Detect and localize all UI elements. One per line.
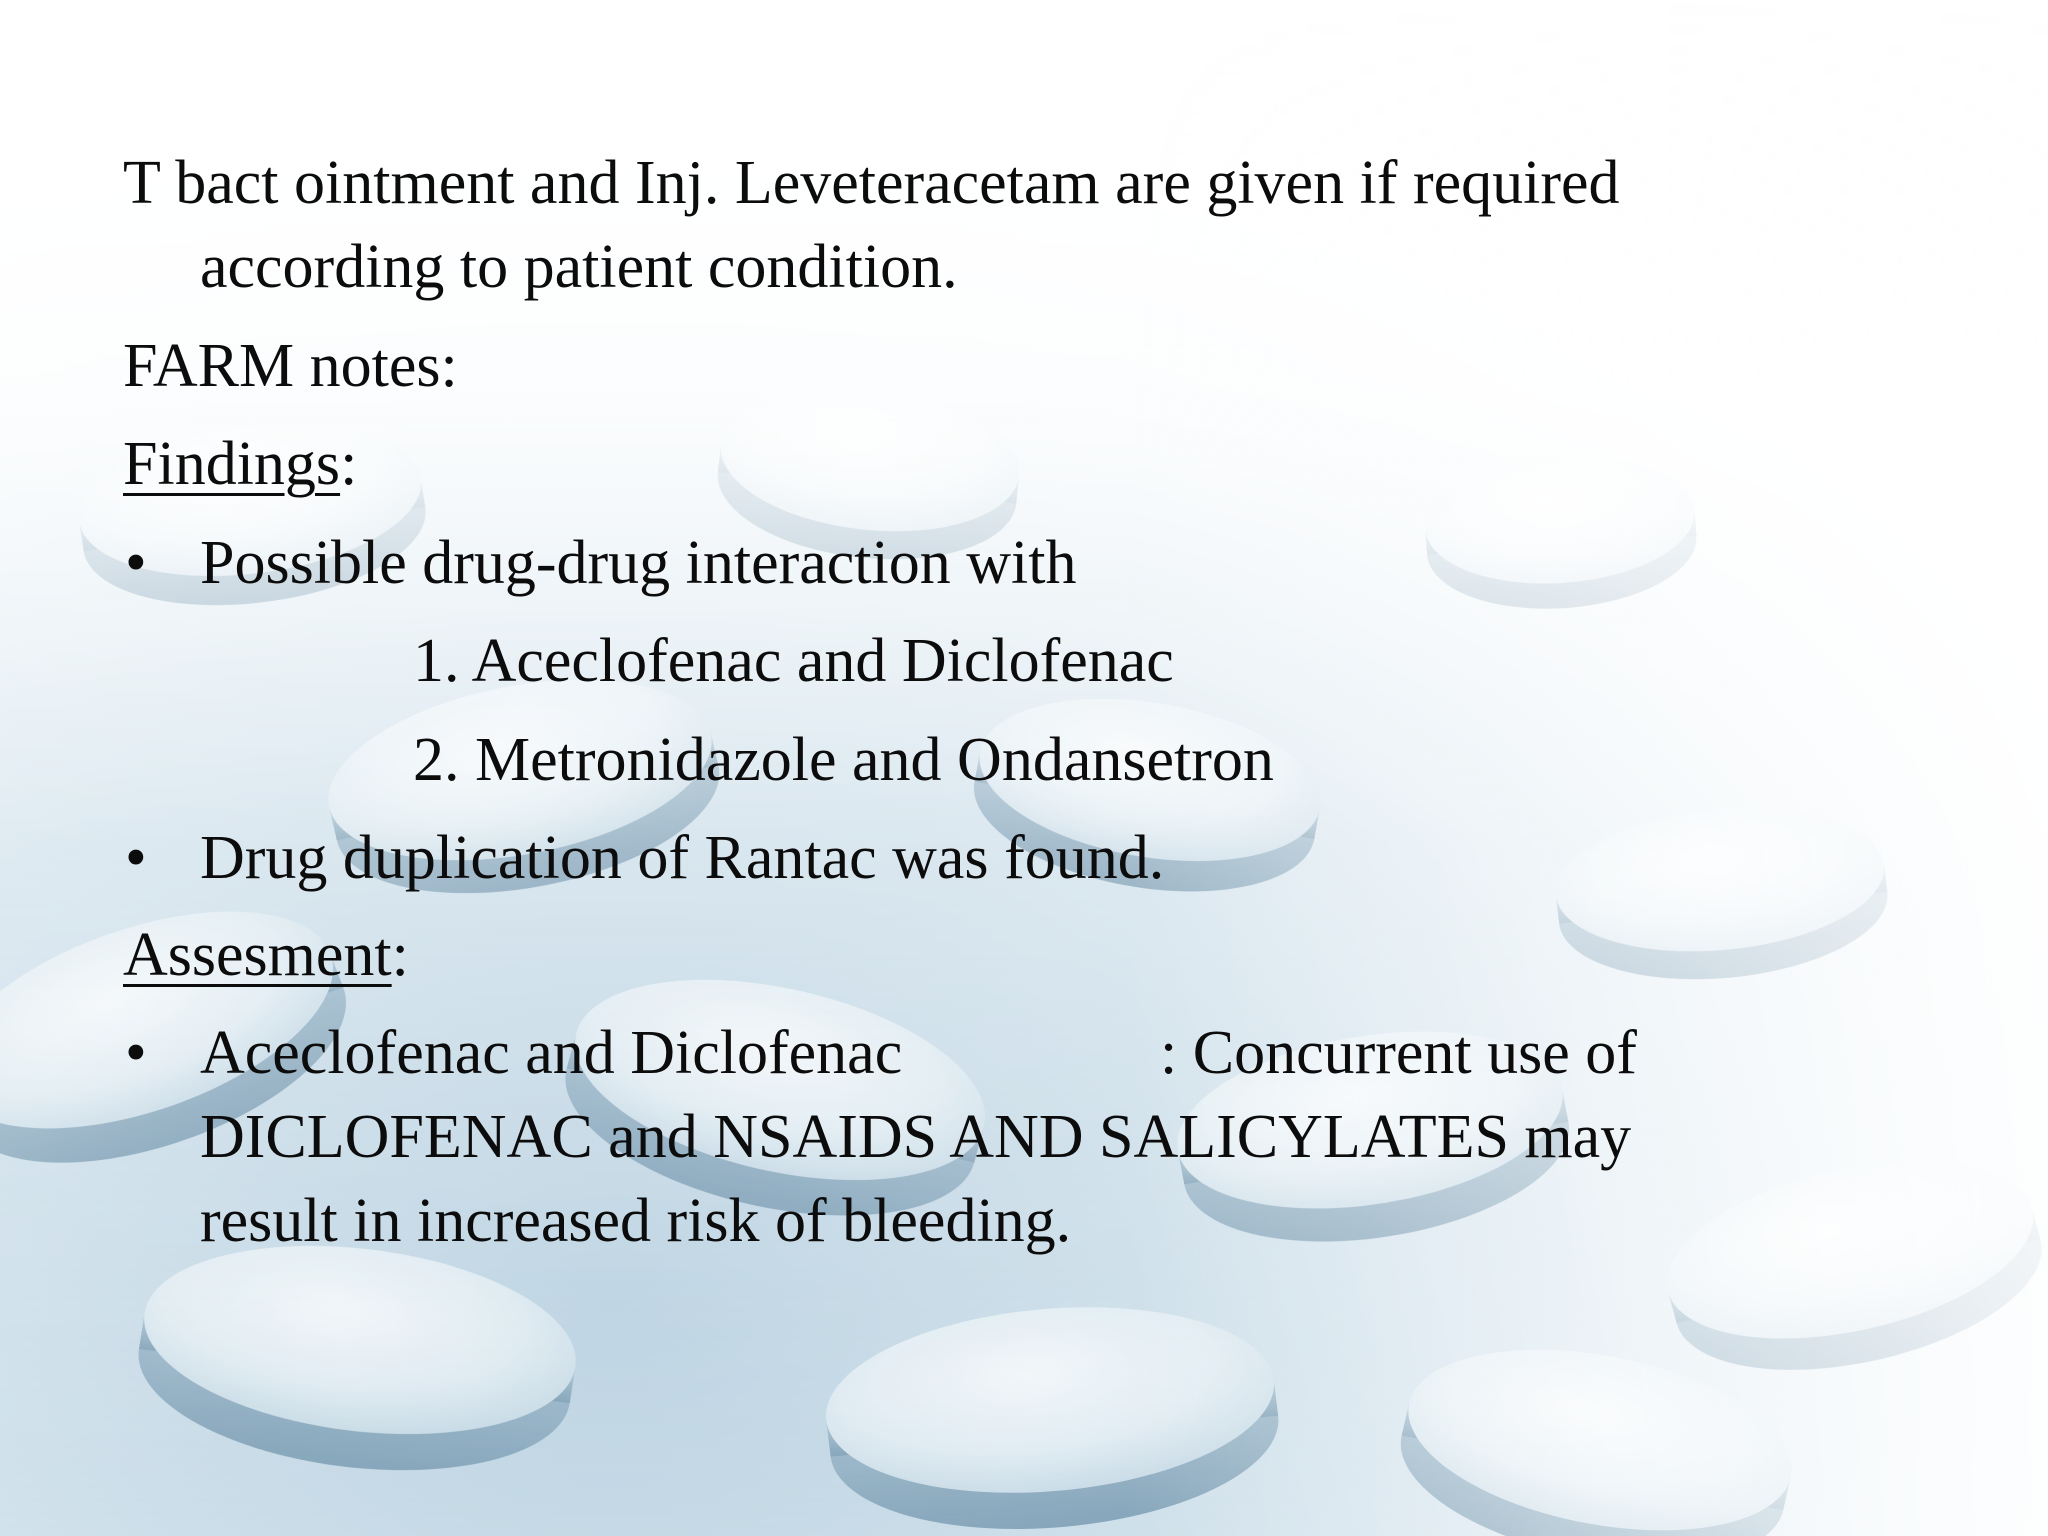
assessment-1-drugs: Aceclofenac and Diclofenac xyxy=(200,1019,903,1087)
interaction-item-2: 2. Metronidazole and Ondansetron xyxy=(413,726,1274,794)
assessment-heading xyxy=(123,921,409,989)
farm-notes-heading: FARM notes: xyxy=(123,332,458,400)
assessment-1-line-3: result in increased risk of bleeding. xyxy=(200,1187,1072,1255)
bullet-icon: • xyxy=(125,824,147,892)
assessment-1-description: : Concurrent use of xyxy=(1160,1019,1637,1087)
intro-line-1: T bact ointment and Inj. Leveteracetam are given if required xyxy=(123,149,1620,217)
intro-line-2: according to patient condition. xyxy=(200,233,958,301)
findings-colon: : xyxy=(340,430,358,498)
interaction-item-1: 1. Aceclofenac and Diclofenac xyxy=(413,627,1174,695)
findings-heading xyxy=(123,430,358,498)
bullet-icon: • xyxy=(125,529,147,597)
bullet-icon: • xyxy=(125,1019,147,1087)
assessment-1-line-2: DICLOFENAC and NSAIDS AND SALICYLATES may xyxy=(200,1103,1632,1171)
finding-1: Possible drug-drug interaction with xyxy=(200,529,1077,597)
findings-heading-text: Findings xyxy=(123,430,341,498)
assessment-heading-text: Assesment xyxy=(123,921,392,989)
finding-2: Drug duplication of Rantac was found. xyxy=(200,824,1165,892)
assessment-colon: : xyxy=(391,921,409,989)
